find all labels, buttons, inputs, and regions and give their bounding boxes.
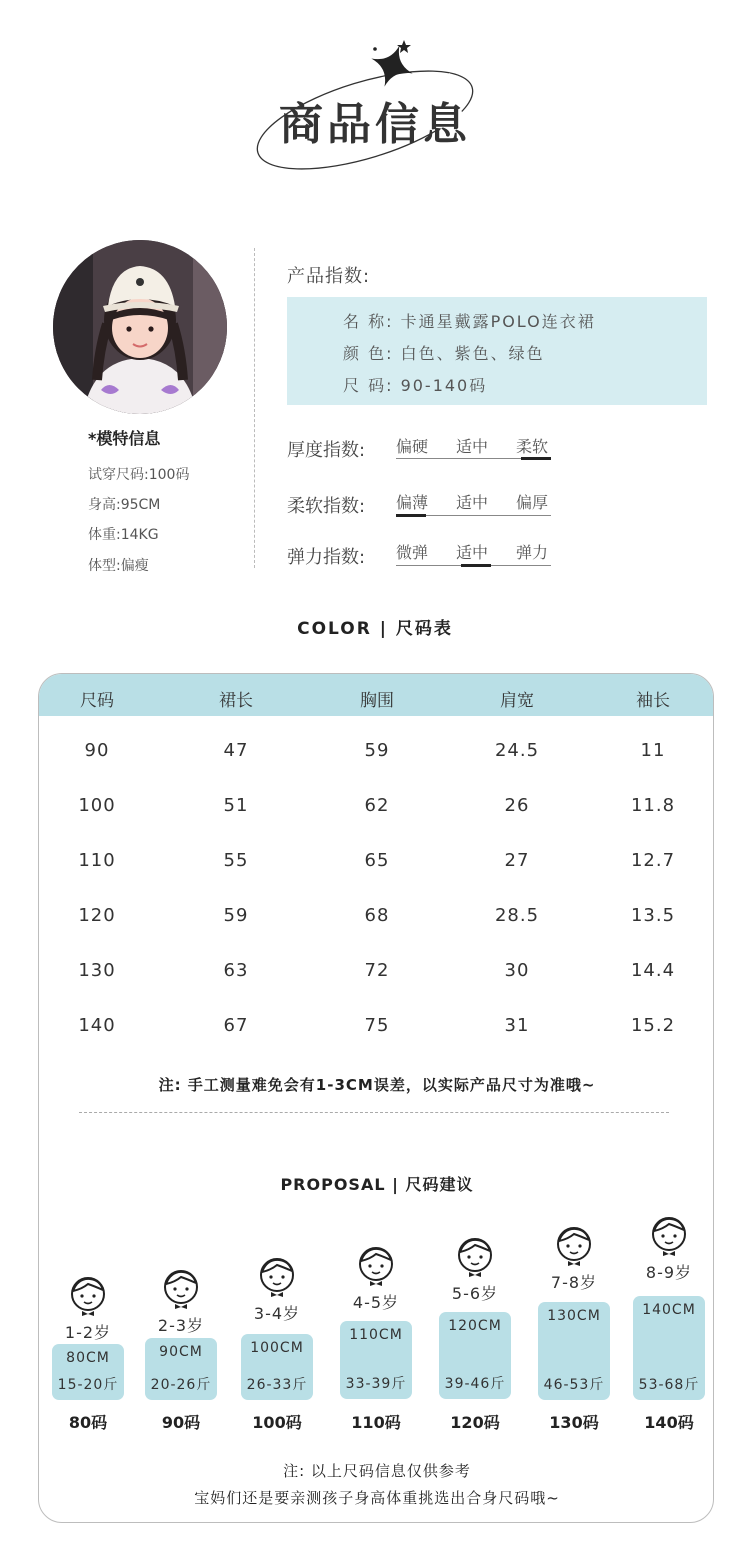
child-face-icon: [554, 1224, 594, 1268]
weight-label: 39-46斤: [444, 1376, 506, 1392]
table-cell: 63: [223, 960, 249, 981]
model-info-line: 体重:14KG: [88, 527, 159, 543]
vertical-divider: [254, 248, 255, 568]
size-proposal-item: [241, 674, 313, 1454]
product-color: 颜 色: 白色、紫色、绿色: [343, 344, 545, 363]
table-cell: 110: [78, 850, 116, 871]
weight-label: 20-26斤: [150, 1377, 212, 1393]
index-option: 偏厚: [516, 493, 549, 512]
table-cell: 62: [364, 795, 390, 816]
size-proposal-item: [538, 674, 610, 1454]
table-cell: 100: [78, 795, 116, 816]
index-option: 柔软: [516, 437, 549, 456]
height-label: 90CM: [159, 1344, 203, 1360]
recommended-size: 110码: [351, 1413, 401, 1432]
model-photo-image: [53, 240, 227, 414]
model-info-title: *模特信息: [88, 429, 161, 448]
table-cell: 55: [223, 850, 249, 871]
proposal-title: PROPOSAL | 尺码建议: [280, 1175, 474, 1194]
header: [0, 0, 750, 220]
child-face-icon: [257, 1255, 297, 1299]
size-chart-title: COLOR | 尺码表: [297, 619, 453, 639]
index-selected-marker: [461, 564, 491, 567]
weight-label: 53-68斤: [638, 1377, 700, 1393]
table-cell: 75: [364, 1015, 390, 1036]
age-label: 8-9岁: [645, 1263, 693, 1282]
height-label: 140CM: [642, 1302, 696, 1318]
child-face-icon: [356, 1244, 396, 1288]
product-size: 尺 码: 90-140码: [343, 376, 488, 395]
table-cell: 28.5: [494, 905, 540, 926]
softness-index-label: 柔软指数:: [287, 496, 366, 517]
table-cell: 13.5: [630, 905, 676, 926]
age-label: 3-4岁: [253, 1304, 301, 1323]
age-label: 2-3岁: [157, 1316, 205, 1335]
child-face-icon: [649, 1214, 689, 1258]
table-cell: 51: [223, 795, 249, 816]
sparkle-star-icon: [362, 36, 422, 96]
height-label: 130CM: [547, 1308, 601, 1324]
table-cell: 59: [223, 905, 249, 926]
model-info-line: 体型:偏瘦: [88, 558, 149, 574]
index-option: 适中: [456, 437, 489, 456]
age-label: 1-2岁: [64, 1323, 112, 1342]
height-label: 120CM: [448, 1318, 502, 1334]
size-proposal-item: [52, 674, 124, 1454]
table-cell: 67: [223, 1015, 249, 1036]
table-cell: 11.8: [630, 795, 676, 816]
table-cell: 14.4: [630, 960, 676, 981]
child-face-icon: [161, 1267, 201, 1311]
table-header-cell: 尺码: [80, 691, 114, 711]
index-selected-marker: [521, 457, 551, 460]
recommended-size: 120码: [450, 1413, 500, 1432]
table-cell: 26: [504, 795, 530, 816]
age-label: 5-6岁: [451, 1284, 499, 1303]
size-proposal-item: [439, 674, 511, 1454]
recommended-size: 90码: [161, 1413, 201, 1432]
table-cell: 15.2: [630, 1015, 676, 1036]
table-cell: 31: [504, 1015, 530, 1036]
measurement-note: 注: 手工测量难免会有1-3CM误差，以实际产品尺寸为准哦~: [158, 1076, 596, 1094]
recommended-size: 140码: [644, 1413, 694, 1432]
index-option: 偏薄: [396, 493, 429, 512]
table-header-cell: 胸围: [360, 691, 394, 711]
age-label: 7-8岁: [550, 1273, 598, 1292]
recommended-size: 100码: [252, 1413, 302, 1432]
weight-label: 26-33斤: [246, 1377, 308, 1393]
table-cell: 24.5: [494, 740, 540, 761]
table-cell: 72: [364, 960, 390, 981]
weight-label: 46-53斤: [543, 1377, 605, 1393]
table-cell: 27: [504, 850, 530, 871]
table-cell: 130: [78, 960, 116, 981]
elasticity-index-label: 弹力指数:: [287, 547, 366, 568]
height-label: 80CM: [66, 1350, 110, 1366]
thickness-index-label: 厚度指数:: [287, 440, 366, 461]
index-option: 适中: [456, 543, 489, 562]
table-cell: 140: [78, 1015, 116, 1036]
table-cell: 47: [223, 740, 249, 761]
table-cell: 65: [364, 850, 390, 871]
table-cell: 90: [84, 740, 110, 761]
size-proposal-item: [630, 674, 705, 1454]
child-face-icon: [68, 1274, 108, 1318]
recommended-size: 130码: [549, 1413, 599, 1432]
product-index-label: 产品指数:: [287, 266, 371, 287]
table-header-cell: 袖长: [636, 691, 670, 711]
index-option: 偏硬: [396, 437, 429, 456]
weight-label: 15-20斤: [57, 1377, 119, 1393]
model-avatar: [53, 240, 227, 414]
table-cell: 68: [364, 905, 390, 926]
proposal-note: 注: 以上尺码信息仅供参考: [283, 1462, 471, 1480]
model-info-line: 试穿尺码:100码: [88, 467, 190, 483]
proposal-note: 宝妈们还是要亲测孩子身高体重挑选出合身尺码哦~: [194, 1489, 560, 1507]
table-cell: 120: [78, 905, 116, 926]
recommended-size: 80码: [68, 1413, 108, 1432]
height-label: 100CM: [250, 1340, 304, 1356]
table-header-cell: 肩宽: [500, 691, 534, 711]
product-name: 名 称: 卡通星戴露POLO连衣裙: [343, 312, 596, 331]
page-title: 商品信息: [279, 99, 471, 150]
size-proposal-item: [340, 674, 412, 1454]
model-info-line: 身高:95CM: [88, 497, 161, 513]
size-table-card: [38, 673, 714, 1523]
index-option: 适中: [456, 493, 489, 512]
weight-label: 33-39斤: [345, 1376, 407, 1392]
index-option: 微弹: [396, 543, 429, 562]
age-label: 4-5岁: [352, 1293, 400, 1312]
index-selected-marker: [396, 514, 426, 517]
table-cell: 11: [640, 740, 666, 761]
index-option: 弹力: [516, 543, 549, 562]
height-label: 110CM: [349, 1327, 403, 1343]
table-cell: 59: [364, 740, 390, 761]
size-proposal-item: [145, 674, 217, 1454]
child-face-icon: [455, 1235, 495, 1279]
table-cell: 30: [504, 960, 530, 981]
table-cell: 12.7: [630, 850, 676, 871]
table-header-cell: 裙长: [219, 691, 253, 711]
